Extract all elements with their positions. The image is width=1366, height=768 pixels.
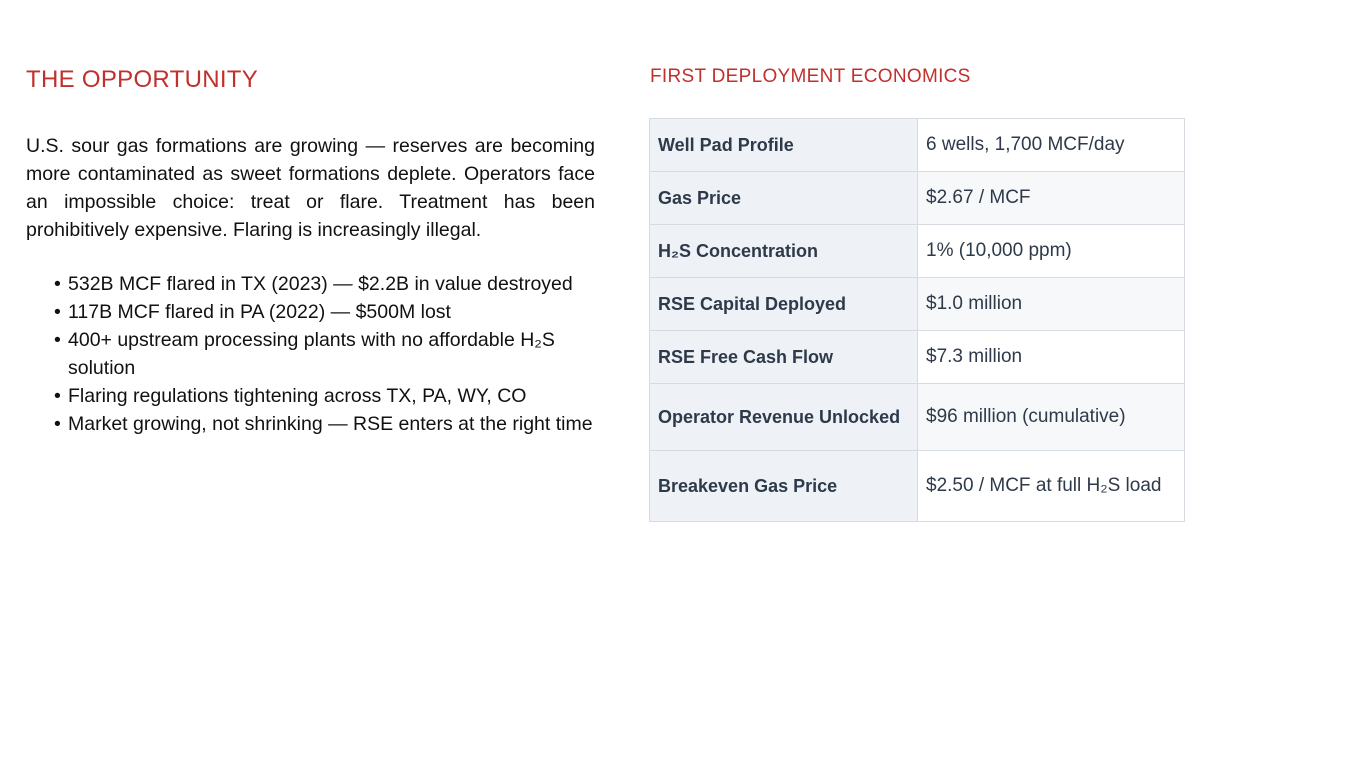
row-label: Gas Price: [650, 172, 918, 225]
economics-title: FIRST DEPLOYMENT ECONOMICS: [650, 66, 971, 87]
row-value: 1% (10,000 ppm): [918, 225, 1185, 278]
table-row: [650, 225, 1185, 278]
table-row: [650, 451, 1185, 522]
row-value: $1.0 million: [918, 278, 1185, 331]
bullet-item: • Flaring regulations tightening across TX, PA, WY, CO: [54, 382, 595, 410]
row-label: Well Pad Profile: [650, 119, 918, 172]
row-value: $2.67 / MCF: [918, 172, 1185, 225]
table-row: [650, 331, 1185, 384]
opportunity-title: THE OPPORTUNITY: [26, 66, 259, 93]
bullet-item: • Market growing, not shrinking — RSE enters at the right time: [54, 410, 595, 438]
opportunity-intro: U.S. sour gas formations are growing — reserves are becoming more contaminated as sweet formations deplete. Operators face an impossible choice: treat or flare. Treatment has been prohibitively expensive. Flaring is increasingly illegal.: [26, 135, 595, 241]
row-label: RSE Free Cash Flow: [650, 331, 918, 384]
table-row: [650, 278, 1185, 331]
row-value: $96 million (cumulative): [918, 384, 1185, 451]
economics-section: [650, 64, 1186, 522]
table-row: [650, 172, 1185, 225]
row-value: $2.50 / MCF at full H₂S load: [918, 451, 1185, 522]
row-label: H₂S Concentration: [650, 225, 918, 278]
bullet-item: • 400+ upstream processing plants with no affordable H₂S solution: [54, 326, 595, 382]
row-label: Breakeven Gas Price: [650, 451, 918, 522]
opportunity-section: [26, 64, 595, 438]
opportunity-bullets: [26, 270, 595, 438]
bullet-item: • 532B MCF flared in TX (2023) — $2.2B in value destroyed: [54, 270, 595, 298]
table-row: [650, 384, 1185, 451]
row-label: Operator Revenue Unlocked: [650, 384, 918, 451]
row-label: RSE Capital Deployed: [650, 278, 918, 331]
bullet-item: • 117B MCF flared in PA (2022) — $500M lost: [54, 298, 595, 326]
row-value: $7.3 million: [918, 331, 1185, 384]
row-value: 6 wells, 1,700 MCF/day: [918, 119, 1185, 172]
economics-table: [649, 118, 1185, 522]
table-row: [650, 119, 1185, 172]
